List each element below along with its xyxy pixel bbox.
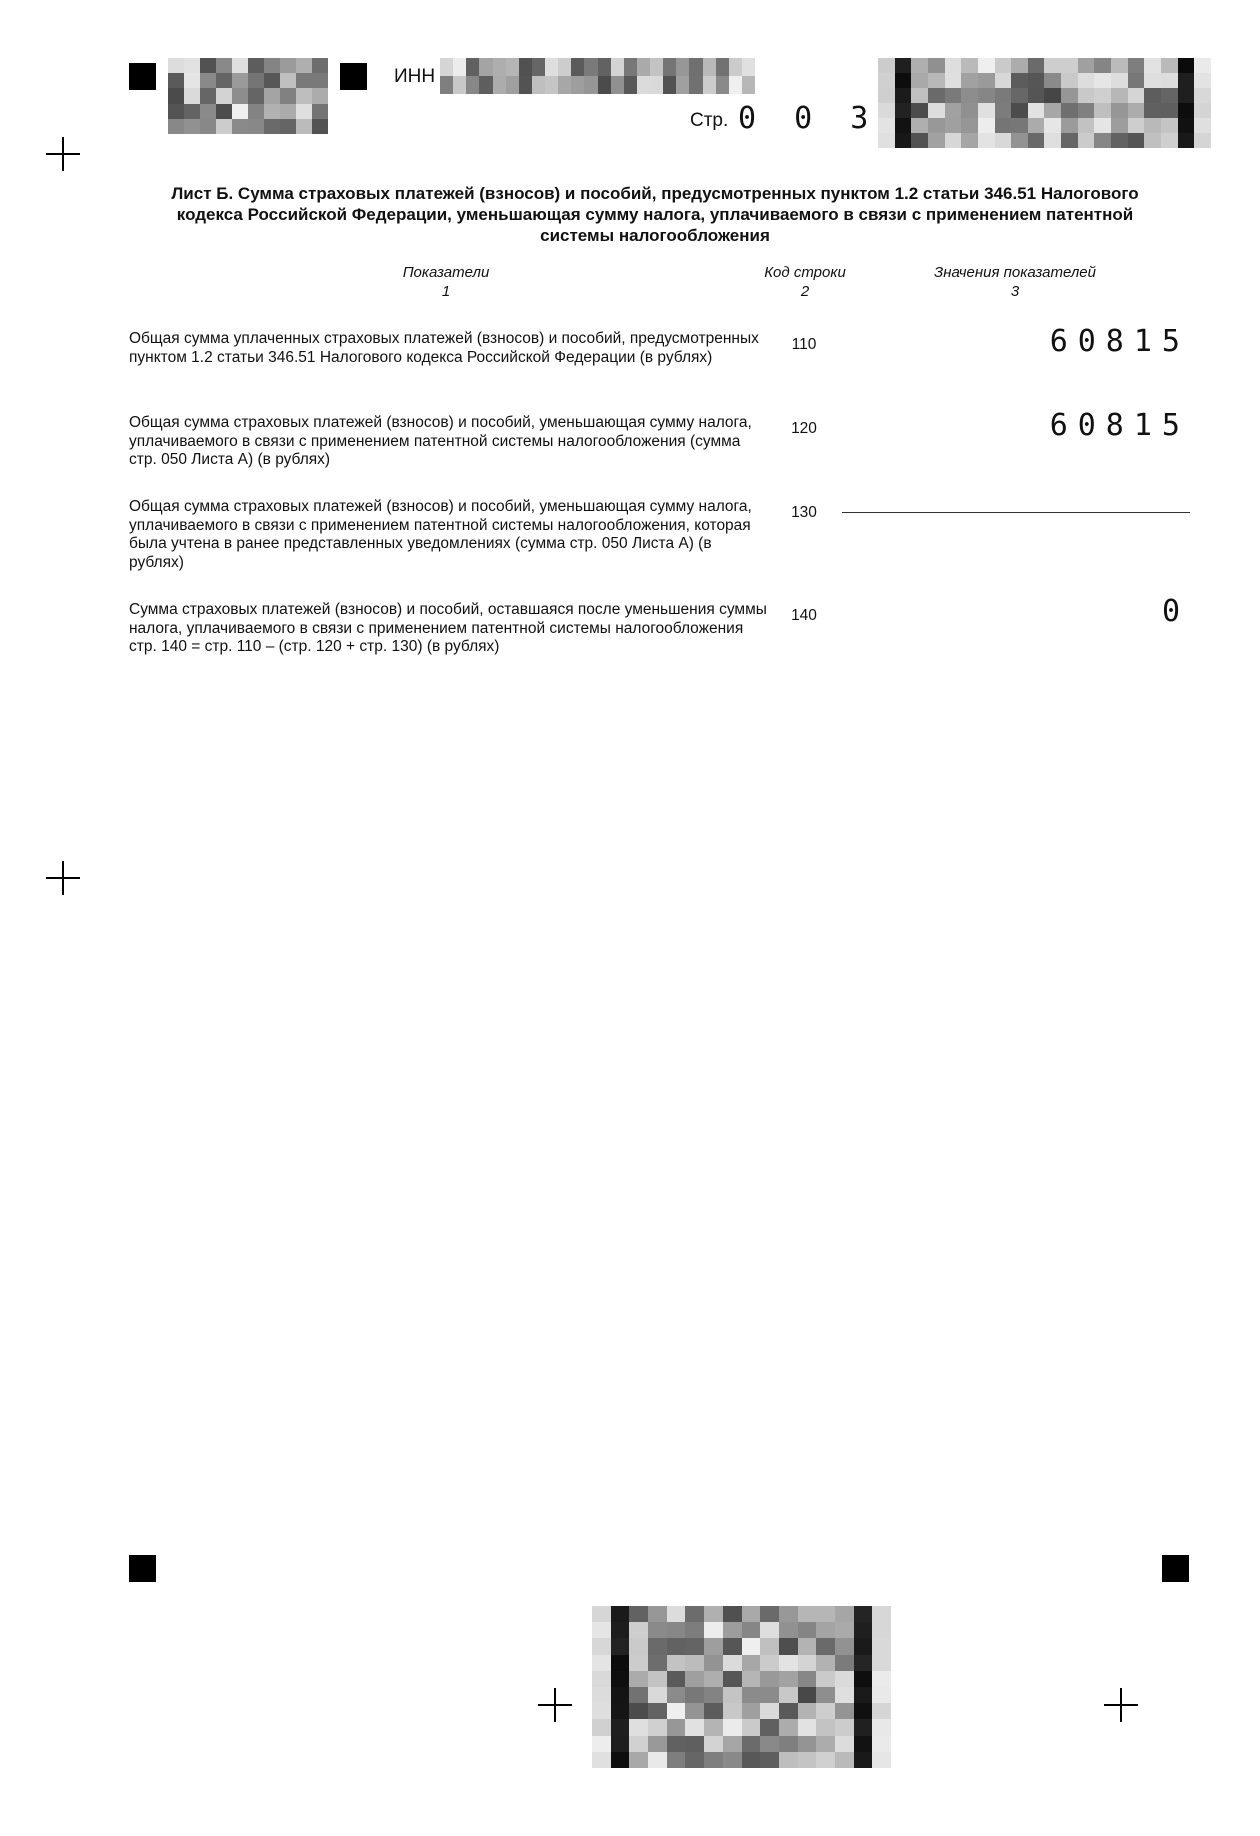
column-header-label: Код строки bbox=[764, 264, 846, 281]
registration-cross-icon bbox=[46, 137, 80, 171]
registration-cross-icon bbox=[46, 861, 80, 895]
row-120-code: 120 bbox=[791, 420, 817, 437]
redacted-block bbox=[168, 58, 328, 134]
registration-cross-icon bbox=[1104, 1688, 1138, 1722]
corner-marker-bottom-right bbox=[1162, 1555, 1189, 1582]
column-header-label: Значения показателей bbox=[933, 264, 1096, 281]
registration-cross-icon bbox=[538, 1688, 572, 1722]
page-number: 0 0 3 bbox=[738, 101, 879, 136]
column-header-label: Показатели bbox=[402, 264, 490, 281]
column-header-line-code bbox=[740, 263, 870, 301]
row-140-value: 0 bbox=[1161, 594, 1190, 629]
column-header-number: 1 bbox=[441, 283, 451, 300]
sheet-title: Лист Б. Сумма страховых платежей (взносов) и пособий, предусмотренных пунктом 1.2 статьи 346.51 Налогового кодекса Российской Федерации, уменьшающая сумму налога, уплачиваемого в связи с применением патентной системы налогообложения bbox=[171, 184, 1139, 245]
redacted-inn-value bbox=[440, 58, 755, 94]
corner-marker-bottom-left bbox=[129, 1555, 156, 1582]
row-140-code: 140 bbox=[791, 607, 817, 624]
column-header-indicators bbox=[346, 263, 546, 301]
row-130-description: Общая сумма страховых платежей (взносов) и пособий, уменьшающая сумму налога, уплачиваемого в связи с применением патентной системы налогообложения, которая была учтена в ранее представленных уведомлениях (сумма стр. 050 Листа А) (в рублях) bbox=[129, 498, 752, 571]
column-header-values bbox=[895, 263, 1135, 301]
redacted-barcode bbox=[878, 58, 1211, 148]
column-header-number: 3 bbox=[1010, 283, 1020, 300]
row-110-code: 110 bbox=[791, 336, 817, 353]
redacted-barcode bbox=[592, 1606, 891, 1768]
row-130-empty-value-line bbox=[842, 512, 1190, 513]
page-label: Стр. bbox=[690, 110, 729, 131]
inn-label: ИНН bbox=[394, 66, 436, 87]
row-110-description: Общая сумма уплаченных страховых платежей (взносов) и пособий, предусмотренных пунктом 1.2 статьи 346.51 Налогового кодекса Российской Федерации (в рублях) bbox=[129, 330, 759, 366]
row-110-value: 60815 bbox=[1049, 324, 1190, 359]
row-120-value: 60815 bbox=[1049, 408, 1190, 443]
row-130-code: 130 bbox=[791, 504, 817, 521]
corner-marker-top-left bbox=[129, 63, 156, 90]
row-120-description: Общая сумма страховых платежей (взносов) и пособий, уменьшающая сумму налога, уплачиваемого в связи с применением патентной системы налогообложения (сумма стр. 050 Листа А) (в рублях) bbox=[129, 414, 752, 468]
column-header-number: 2 bbox=[800, 283, 810, 300]
row-140-description: Сумма страховых платежей (взносов) и пособий, оставшаяся после уменьшения суммы налога, уплачиваемого в связи с применением патентной системы налогообложения стр. 140 = стр. 110 – (стр. 120 + стр. 130) (в рублях) bbox=[129, 601, 767, 655]
corner-marker-top-mid bbox=[340, 63, 367, 90]
